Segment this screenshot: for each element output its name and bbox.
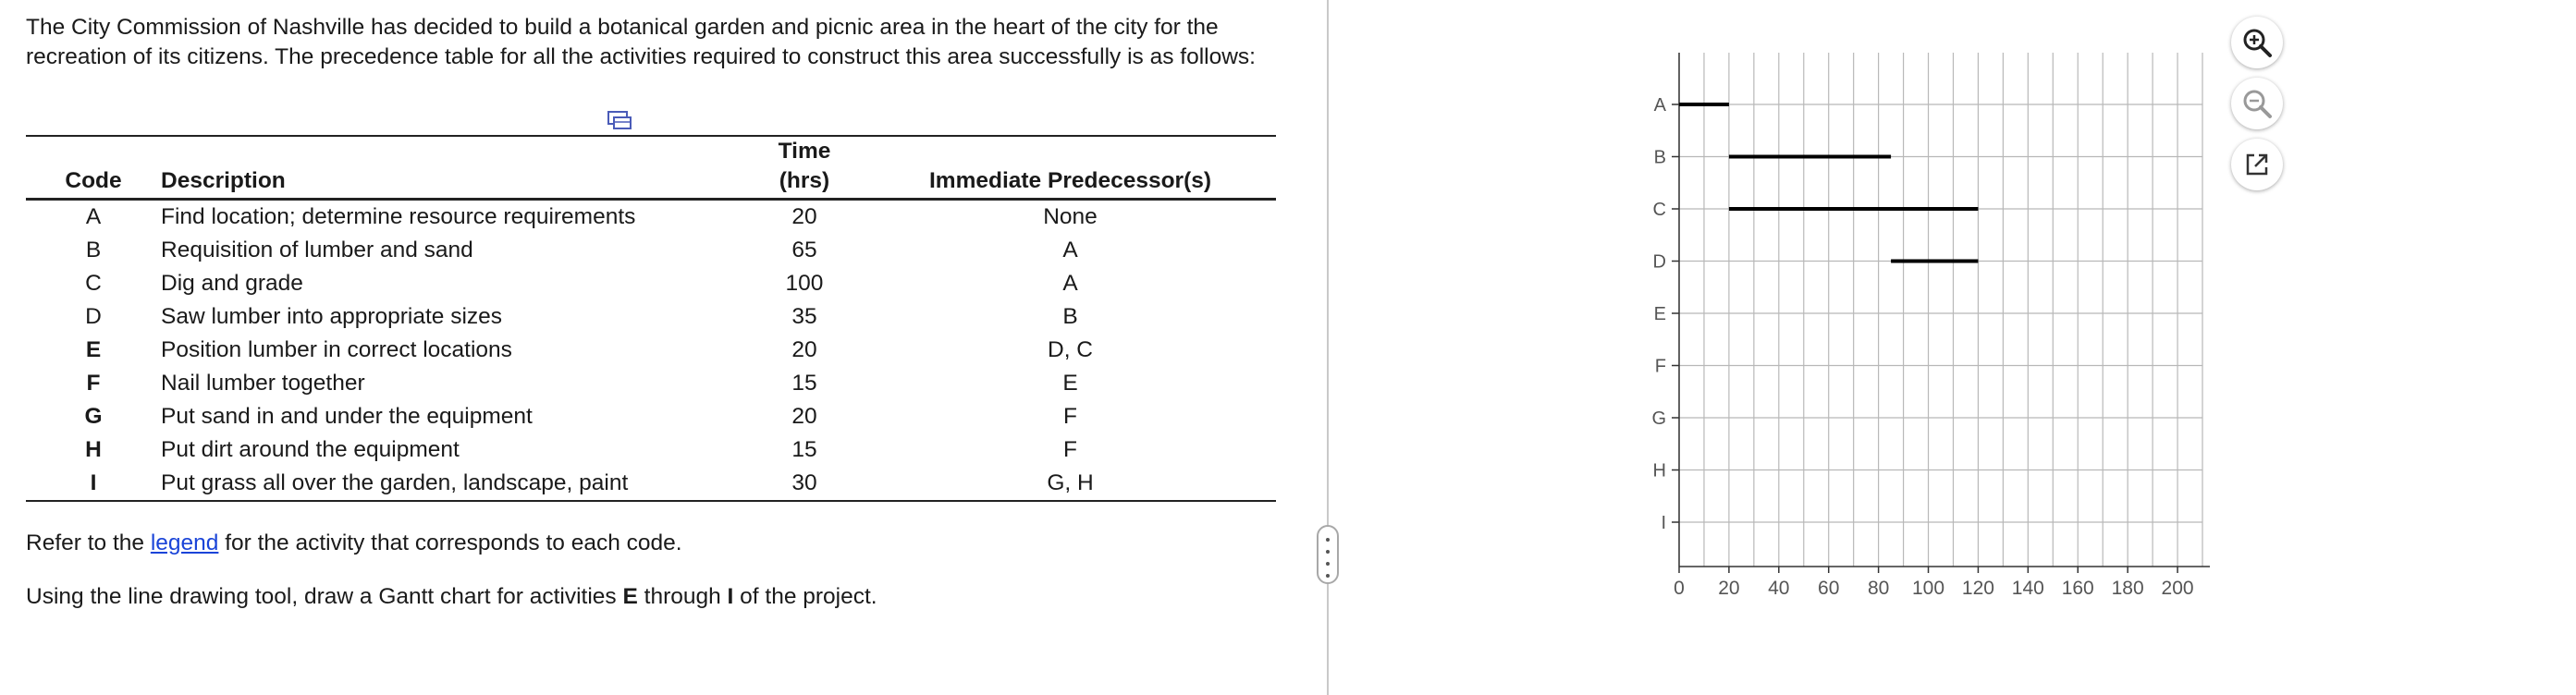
refer-before: Refer to the — [26, 530, 151, 555]
question-panel — [26, 13, 1283, 609]
instruction-mid: through — [637, 584, 728, 609]
row-predecessor: G, H — [1047, 470, 1094, 495]
row-code: I — [90, 470, 97, 495]
x-tick-label: 140 — [2011, 578, 2044, 599]
y-tick-label: E — [1653, 304, 1666, 324]
table-row — [26, 334, 1276, 367]
header-time — [744, 136, 865, 200]
row-predecessor: F — [1063, 437, 1077, 462]
row-code: A — [85, 204, 102, 229]
x-tick-label: 0 — [1674, 578, 1685, 599]
instruction-bold-start: E — [622, 584, 638, 609]
y-tick-label: D — [1652, 251, 1666, 273]
y-tick-label: H — [1652, 460, 1666, 482]
row-code: E — [85, 337, 102, 362]
panel-divider — [1327, 0, 1329, 695]
row-description: Find location; determine resource requirements — [161, 204, 636, 229]
instruction-after: of the project. — [733, 584, 877, 609]
row-code: H — [85, 437, 102, 462]
table-row — [26, 433, 1276, 467]
zoom-out-icon — [2240, 87, 2274, 120]
row-time: 15 — [791, 371, 817, 396]
row-description: Position lumber in correct locations — [161, 337, 512, 362]
row-time: 30 — [791, 470, 817, 495]
x-tick-label: 80 — [1867, 578, 1890, 599]
table-row — [26, 267, 1276, 300]
row-code: B — [85, 238, 102, 262]
table-row — [26, 367, 1276, 400]
panel-resize-handle[interactable] — [1317, 525, 1339, 584]
x-tick-label: 180 — [2111, 578, 2144, 599]
legend-reference — [26, 530, 682, 556]
refer-after: for the activity that corresponds to each code. — [218, 530, 682, 555]
x-tick-label: 20 — [1718, 578, 1740, 599]
row-code: C — [85, 271, 102, 296]
zoom-in-icon — [2240, 26, 2274, 59]
row-time: 15 — [791, 437, 817, 462]
zoom-in-button[interactable] — [2231, 17, 2283, 68]
x-tick-label: 200 — [2161, 578, 2194, 599]
table-row — [26, 234, 1276, 267]
y-tick-label: F — [1654, 356, 1666, 377]
header-time-line2: (hrs) — [779, 168, 830, 193]
row-description: Put grass all over the garden, landscape, paint — [161, 470, 629, 495]
row-description: Put dirt around the equipment — [161, 437, 460, 462]
row-predecessor: E — [1062, 371, 1078, 396]
row-predecessor: D, C — [1048, 337, 1093, 362]
gantt-chart[interactable] — [1646, 37, 2219, 628]
y-tick-label: I — [1661, 513, 1666, 533]
header-predecessors: Immediate Predecessor(s) — [928, 168, 1212, 193]
row-description: Dig and grade — [161, 271, 303, 296]
row-predecessor: None — [1043, 204, 1098, 229]
y-tick-label: G — [1651, 408, 1666, 429]
row-time: 65 — [791, 238, 817, 262]
instruction-bold-end: I — [727, 584, 734, 609]
y-tick-label: A — [1653, 95, 1666, 116]
row-code: D — [85, 304, 102, 329]
instruction-before: Using the line drawing tool, draw a Gantt chart for activities — [26, 584, 623, 609]
zoom-out-button[interactable] — [2231, 78, 2283, 129]
header-code: Code — [65, 168, 122, 193]
x-tick-label: 40 — [1768, 578, 1790, 599]
y-tick-label: B — [1653, 147, 1666, 168]
table-row — [26, 467, 1276, 501]
header-description: Description — [161, 168, 286, 193]
row-predecessor: F — [1063, 404, 1077, 429]
intro-text: The City Commission of Nashville has decided to build a botanical garden and picnic area in the heart of the city for the recreation of its citizens. The precedence table for all the activities required to construct this area successfully is as follows: — [26, 15, 1256, 69]
row-description: Put sand in and under the equipment — [161, 404, 533, 429]
row-predecessor: A — [1062, 271, 1078, 296]
precedence-table — [26, 135, 1276, 502]
row-predecessor: B — [1062, 304, 1078, 329]
table-copy-icon[interactable] — [606, 109, 633, 133]
table-row — [26, 400, 1276, 433]
x-tick-label: 100 — [1912, 578, 1945, 599]
row-description: Requisition of lumber and sand — [161, 238, 473, 262]
legend-link[interactable]: legend — [150, 530, 219, 555]
row-time: 20 — [791, 337, 817, 362]
table-row — [26, 200, 1276, 235]
row-code: F — [86, 371, 101, 396]
table-row — [26, 300, 1276, 334]
row-description: Saw lumber into appropriate sizes — [161, 304, 503, 329]
x-tick-label: 60 — [1818, 578, 1840, 599]
row-time: 100 — [785, 271, 824, 296]
x-tick-label: 160 — [2061, 578, 2094, 599]
row-time: 20 — [791, 404, 817, 429]
popout-button[interactable] — [2231, 139, 2283, 190]
popout-icon — [2240, 148, 2274, 181]
x-tick-label: 120 — [1961, 578, 1994, 599]
y-tick-label: C — [1652, 200, 1666, 220]
row-time: 35 — [791, 304, 817, 329]
row-code: G — [84, 404, 103, 429]
row-description: Nail lumber together — [161, 371, 365, 396]
instruction-text — [26, 584, 877, 610]
header-time-line1: Time — [778, 139, 831, 164]
table-header-row — [26, 136, 1276, 200]
row-time: 20 — [791, 204, 817, 229]
row-predecessor: A — [1062, 238, 1078, 262]
